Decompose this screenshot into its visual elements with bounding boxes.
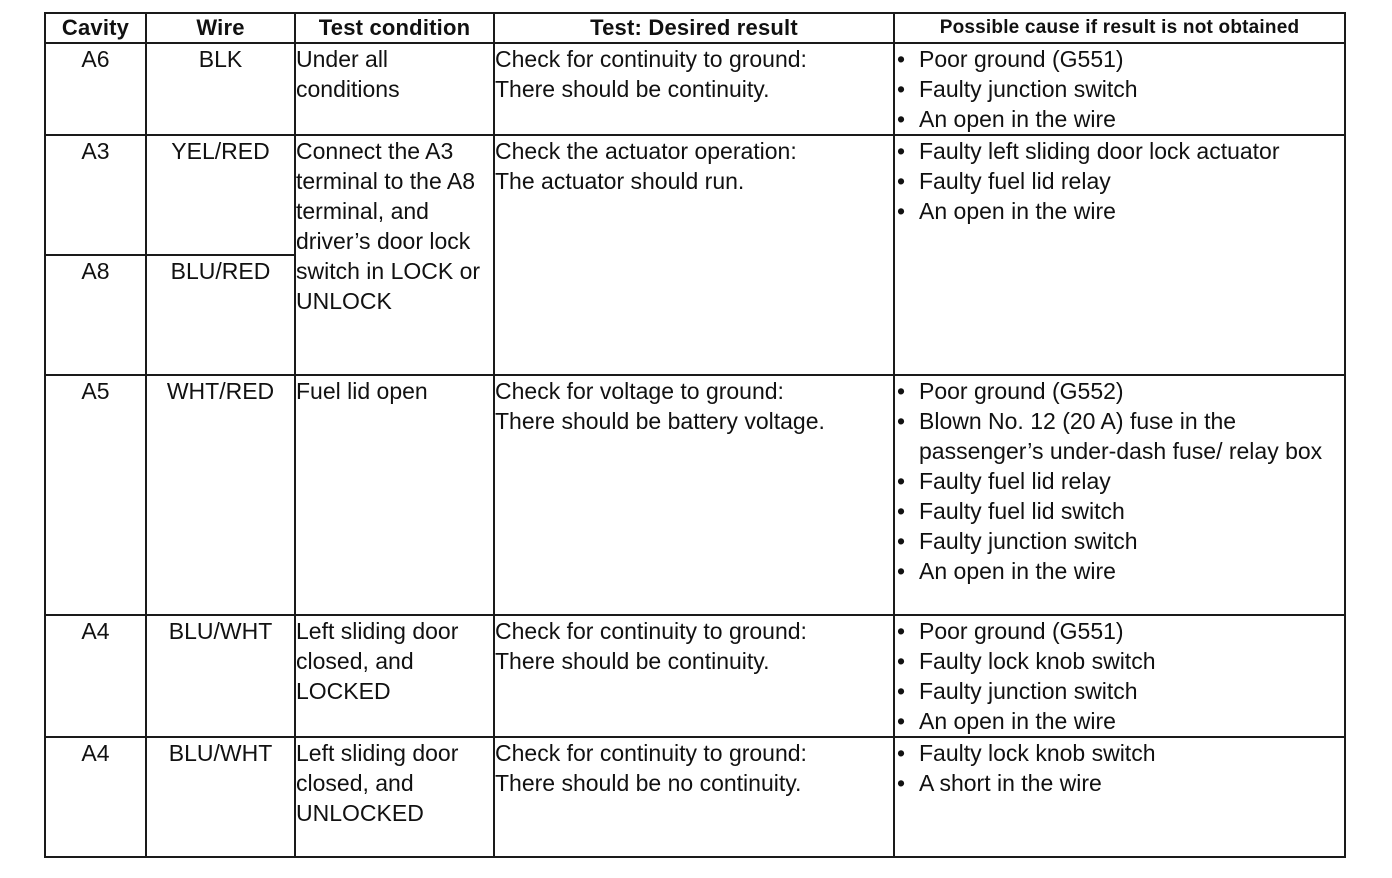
cause-item: • An open in the wire: [895, 196, 1344, 226]
cavity-cell: A6: [45, 43, 146, 135]
cavity-cell: A4: [45, 615, 146, 737]
cause-item: • Faulty lock knob switch: [895, 646, 1344, 676]
possible-cause-cell: [894, 737, 1345, 857]
test-instruction: Check for continuity to ground:: [495, 46, 807, 72]
test-result-cell: [494, 615, 894, 737]
test-instruction: Check for voltage to ground:: [495, 378, 784, 404]
cause-list: [895, 616, 1344, 736]
cause-item: • An open in the wire: [895, 706, 1344, 736]
table-row: [45, 615, 1345, 737]
cavity-cell: A3: [45, 135, 146, 255]
table-row: [45, 135, 1345, 255]
test-condition-cell: Left sliding door closed, and LOCKED: [295, 615, 494, 737]
table-row: [45, 43, 1345, 135]
cause-item: • Faulty junction switch: [895, 526, 1344, 556]
cause-item: • Faulty fuel lid relay: [895, 166, 1344, 196]
test-result-cell: [494, 375, 894, 615]
wire-cell: WHT/RED: [146, 375, 295, 615]
test-condition-cell: Under all conditions: [295, 43, 494, 135]
possible-cause-cell: [894, 615, 1345, 737]
cause-item: • Faulty junction switch: [895, 676, 1344, 706]
header-test-condition: Test condition: [295, 13, 494, 43]
possible-cause-cell: [894, 375, 1345, 615]
cause-item: • Faulty fuel lid switch: [895, 496, 1344, 526]
test-result-cell: [494, 737, 894, 857]
test-condition-cell: Connect the A3 terminal to the A8 terminal, and driver’s door lock switch in LOCK or UNLOCK: [295, 135, 494, 375]
test-expected: There should be continuity.: [495, 76, 770, 102]
cause-item: • An open in the wire: [895, 104, 1344, 134]
header-test-desired-result: Test: Desired result: [494, 13, 894, 43]
header-row: [45, 13, 1345, 43]
header-wire: Wire: [146, 13, 295, 43]
cause-item: • An open in the wire: [895, 556, 1344, 586]
possible-cause-cell: [894, 135, 1345, 375]
cause-list: [895, 738, 1344, 798]
cavity-cell: A4: [45, 737, 146, 857]
cause-list: [895, 136, 1344, 226]
test-expected: There should be no continuity.: [495, 770, 802, 796]
cause-list: [895, 376, 1344, 586]
cause-item: • Faulty junction switch: [895, 74, 1344, 104]
possible-cause-cell: [894, 43, 1345, 135]
wire-cell: BLU/RED: [146, 255, 295, 375]
test-instruction: Check for continuity to ground:: [495, 618, 807, 644]
test-instruction: Check the actuator operation:: [495, 138, 797, 164]
cavity-cell: A8: [45, 255, 146, 375]
test-instruction: Check for continuity to ground:: [495, 740, 807, 766]
cause-item: • Blown No. 12 (20 A) fuse in the passenger’s under-dash fuse/ relay box: [895, 406, 1344, 466]
cause-item: • A short in the wire: [895, 768, 1344, 798]
cause-item: • Poor ground (G551): [895, 44, 1344, 74]
circuit-test-table: [44, 12, 1346, 858]
cause-item: • Poor ground (G552): [895, 376, 1344, 406]
cause-item: • Poor ground (G551): [895, 616, 1344, 646]
test-result-cell: [494, 43, 894, 135]
test-expected: The actuator should run.: [495, 168, 745, 194]
test-expected: There should be battery voltage.: [495, 408, 825, 434]
cause-item: • Faulty left sliding door lock actuator: [895, 136, 1344, 166]
test-expected: There should be continuity.: [495, 648, 770, 674]
header-possible-cause: Possible cause if result is not obtained: [894, 13, 1345, 43]
wire-cell: BLU/WHT: [146, 737, 295, 857]
wire-cell: YEL/RED: [146, 135, 295, 255]
table-row: [45, 375, 1345, 615]
cause-list: [895, 44, 1344, 134]
test-condition-cell: Fuel lid open: [295, 375, 494, 615]
header-cavity: Cavity: [45, 13, 146, 43]
test-condition-cell: Left sliding door closed, and UNLOCKED: [295, 737, 494, 857]
wire-cell: BLU/WHT: [146, 615, 295, 737]
table-row: [45, 737, 1345, 857]
cause-item: • Faulty lock knob switch: [895, 738, 1344, 768]
cavity-cell: A5: [45, 375, 146, 615]
wire-cell: BLK: [146, 43, 295, 135]
cause-item: • Faulty fuel lid relay: [895, 466, 1344, 496]
test-result-cell: [494, 135, 894, 375]
